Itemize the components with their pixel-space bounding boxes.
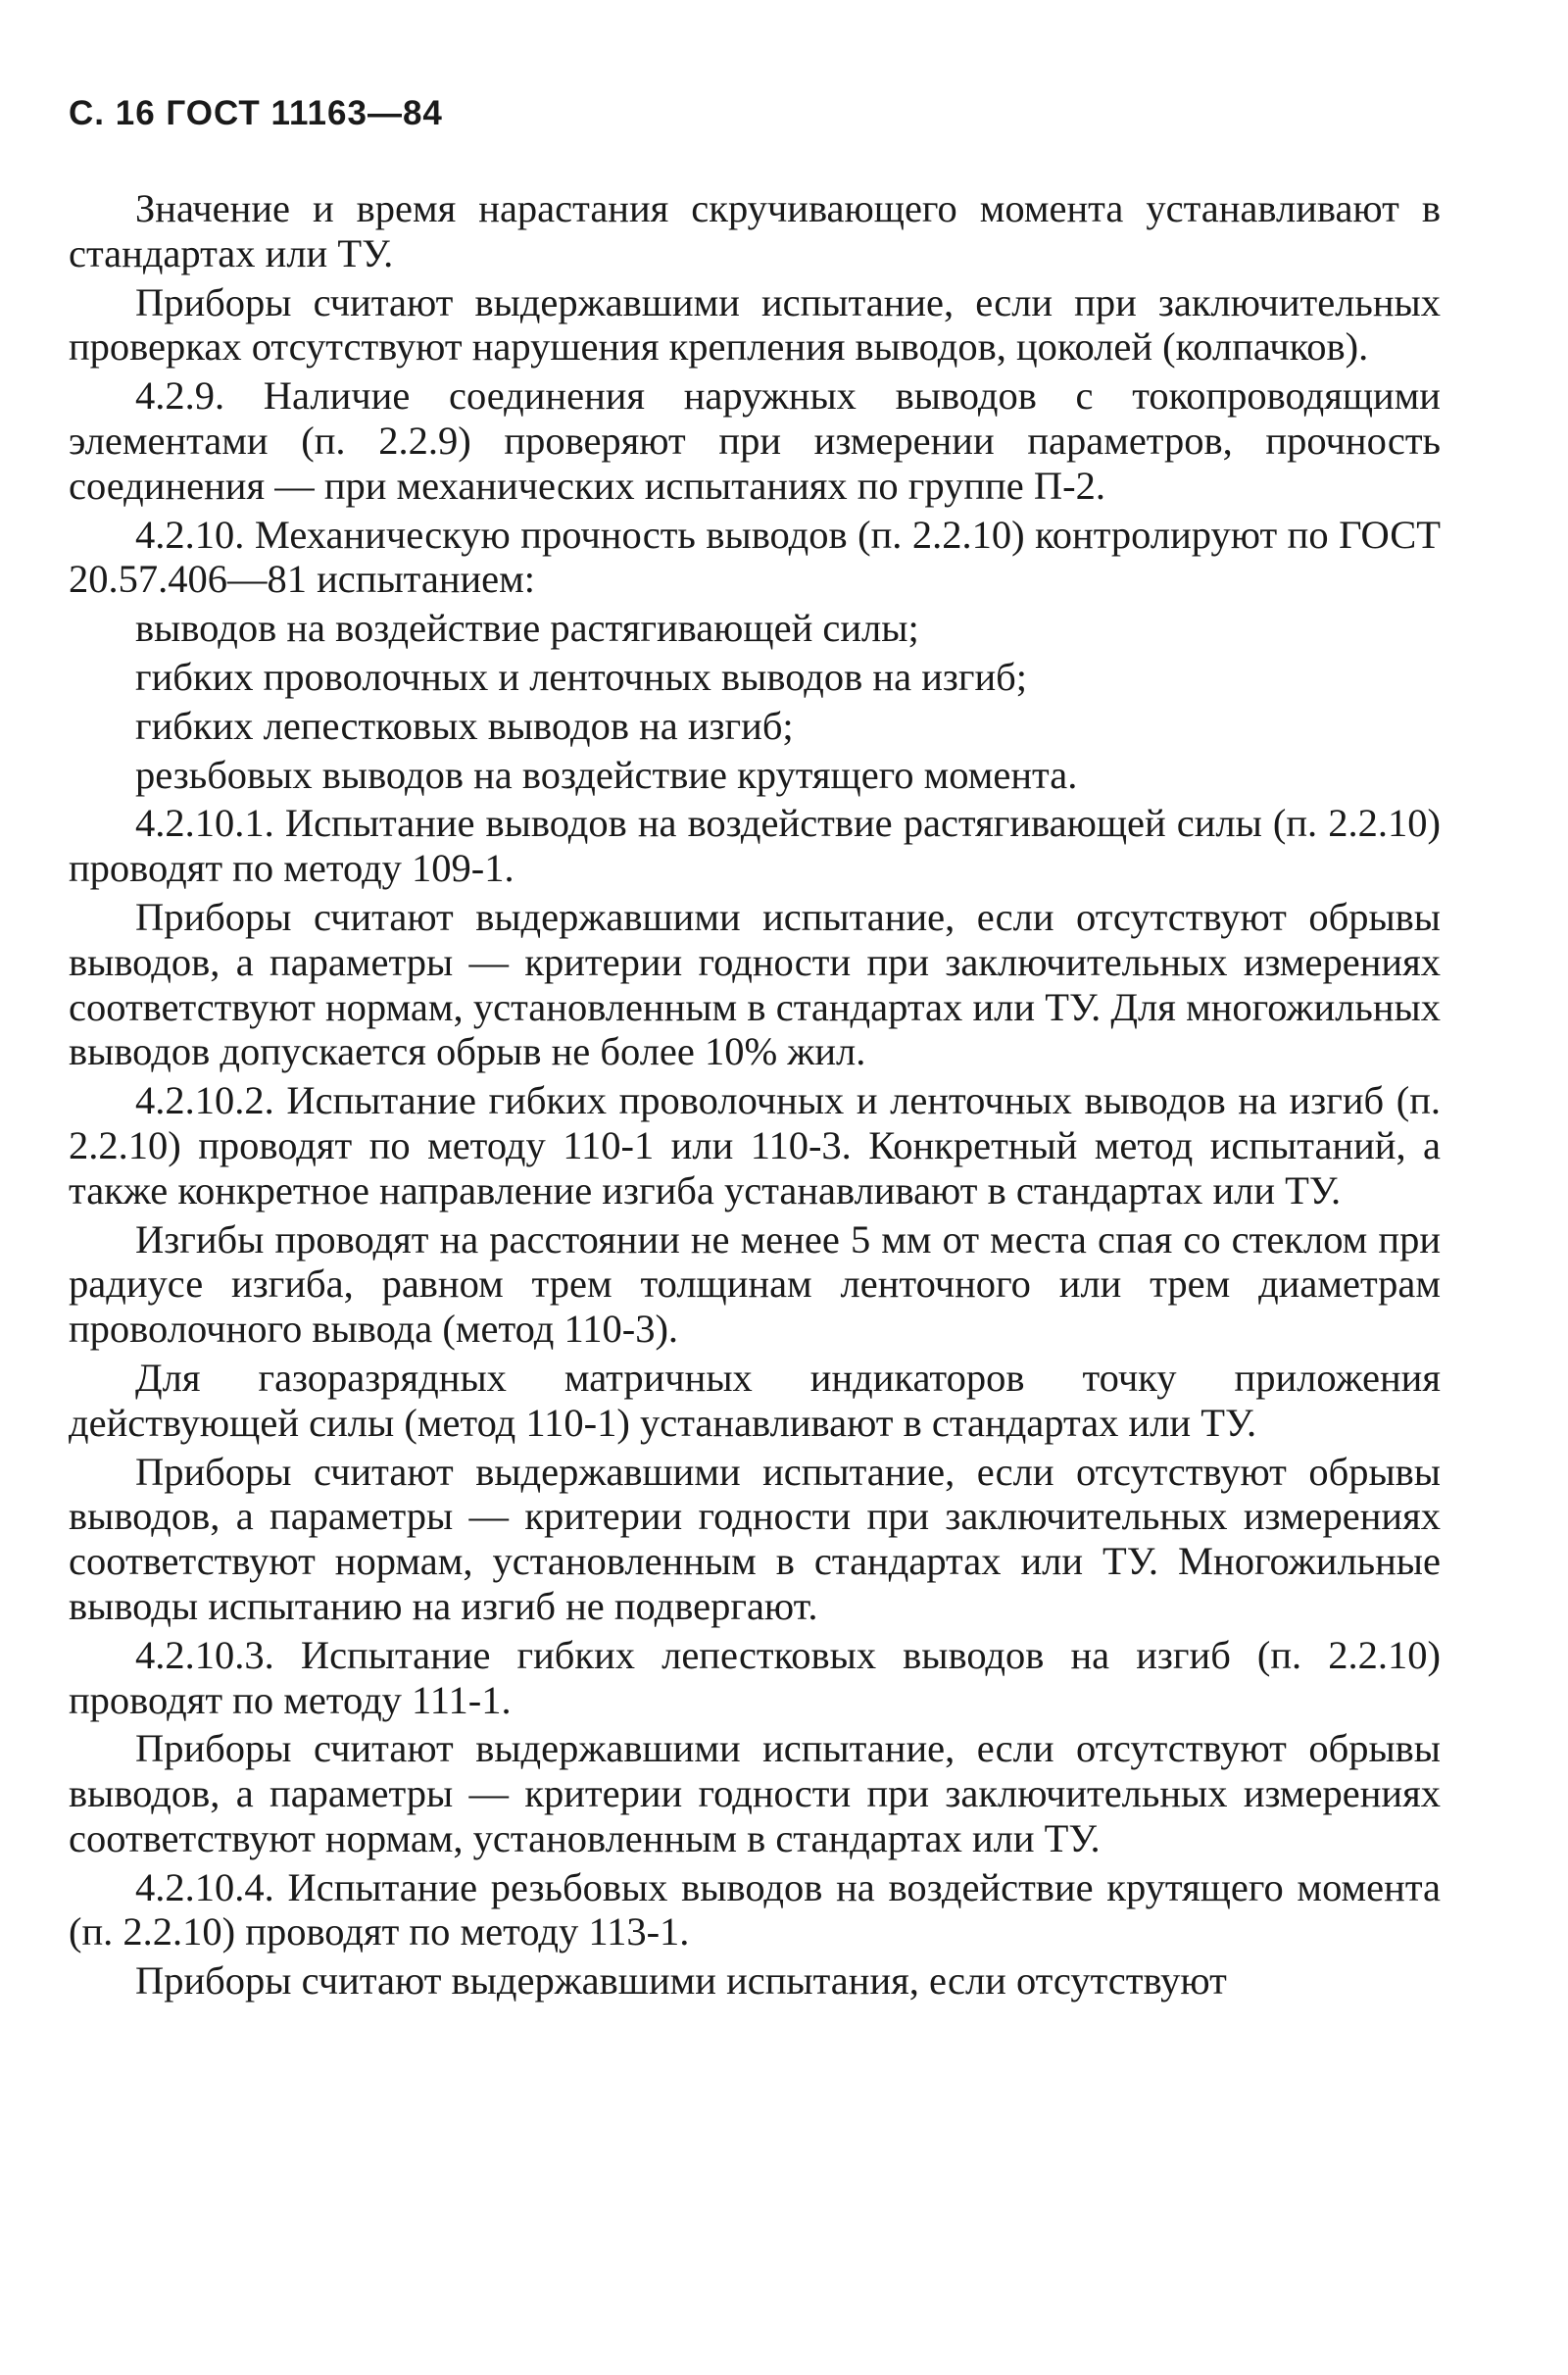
paragraph: Изгибы проводят на расстоянии не менее 5 мм от места спая со стеклом при радиусе изгиба, равном трем толщинам ленточного или трем диаметрам проволочного вывода (метод 110-3). bbox=[69, 1216, 1441, 1352]
paragraph: 4.2.10. Механическую прочность выводов (п. 2.2.10) контролируют по ГОСТ 20.57.406—81 испытанием: bbox=[69, 512, 1441, 602]
paragraph: 4.2.10.3. Испытание гибких лепестковых выводов на изгиб (п. 2.2.10) проводят по методу 111-1. bbox=[69, 1632, 1441, 1722]
paragraph: Для газоразрядных матричных индикаторов точку приложения действующей силы (метод 110-1) устанавливают в стандартах или ТУ. bbox=[69, 1355, 1441, 1445]
paragraph: Приборы считают выдержавшими испытание, если отсутствуют обрывы выводов, а параметры — критерии годности при заключительных измерениях соответствуют нормам, установленным в стандартах или ТУ. Многожильные выводы испытанию на изгиб не подвергают. bbox=[69, 1449, 1441, 1628]
body-text bbox=[69, 186, 1441, 2004]
list-item: выводов на воздействие растягивающей силы; bbox=[135, 606, 919, 651]
paragraph: Приборы считают выдержавшими испытание, если отсутствуют обрывы выводов, а параметры — критерии годности при заключительных измерениях соответствуют нормам, установленным в стандартах или ТУ. Для многожильных выводов допускается обрыв не более 10% жил. bbox=[69, 894, 1441, 1074]
paragraph: Значение и время нарастания скручивающего момента устанавливают в стандартах или ТУ. bbox=[69, 186, 1441, 275]
paragraph: 4.2.10.4. Испытание резьбовых выводов на воздействие крутящего момента (п. 2.2.10) проводят по методу 113-1. bbox=[69, 1864, 1441, 1954]
paragraph: Приборы считают выдержавшими испытания, если отсутствуют bbox=[135, 1958, 1227, 2004]
paragraph: 4.2.9. Наличие соединения наружных выводов с токопроводящими элементами (п. 2.2.9) проверяют при измерении параметров, прочность соединения — при механических испытаниях по группе П-2. bbox=[69, 373, 1441, 508]
list-item: гибких проволочных и ленточных выводов на изгиб; bbox=[135, 654, 1028, 699]
paragraph: 4.2.10.2. Испытание гибких проволочных и ленточных выводов на изгиб (п. 2.2.10) проводят по методу 110-1 или 110-3. Конкретный метод испытаний, а также конкретное направление изгиба устанавливают в стандартах или ТУ. bbox=[69, 1078, 1441, 1212]
list-item: гибких лепестковых выводов на изгиб; bbox=[135, 703, 794, 748]
paragraph: Приборы считают выдержавшими испытание, если при заключительных проверках отсутствуют нарушения крепления выводов, цоколей (колпачков). bbox=[69, 279, 1441, 370]
paragraph: Приборы считают выдержавшими испытание, если отсутствуют обрывы выводов, а параметры — критерии годности при заключительных измерениях соответствуют нормам, установленным в стандартах или ТУ. bbox=[69, 1726, 1441, 1860]
running-head: С. 16 ГОСТ 11163—84 bbox=[69, 94, 443, 132]
paragraph: 4.2.10.1. Испытание выводов на воздействие растягивающей силы (п. 2.2.10) проводят по методу 109-1. bbox=[69, 801, 1441, 891]
list-item: резьбовых выводов на воздействие крутящего момента. bbox=[135, 752, 1078, 797]
